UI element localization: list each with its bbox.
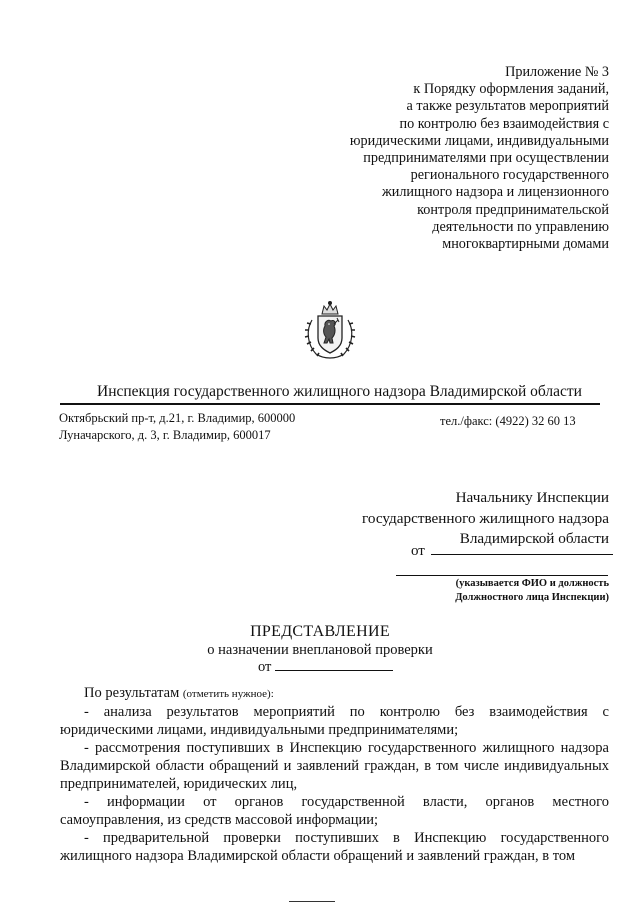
appendix-line: к Порядку оформления заданий, xyxy=(413,81,609,98)
basis-item-rest: юридическими лицами, индивидуальными предпринимателями; xyxy=(60,722,459,738)
appendix-caption xyxy=(279,64,609,253)
date-field xyxy=(258,658,393,676)
basis-item-rest: жилищного надзора Владимирской области обращений и заявлений граждан, в том xyxy=(60,848,576,864)
hint-line: Должностного лица Инспекции) xyxy=(455,592,609,603)
appendix-line: предпринимателями при осуществлении xyxy=(363,150,609,167)
intro-text: По результатам xyxy=(84,685,180,701)
appendix-line: жилищного надзора и лицензионного xyxy=(381,184,609,201)
recipient-line: Начальнику Инспекции xyxy=(455,489,609,506)
basis-item xyxy=(60,703,609,739)
intro-line xyxy=(60,684,609,703)
basis-item-rest: самоуправления, из средств массовой информации; xyxy=(60,812,379,828)
basis-item-first-line: - рассмотрения поступивших в Инспекцию государственного жилищного надзора xyxy=(84,740,609,756)
intro-note: (отметить нужное): xyxy=(182,688,274,700)
appendix-line: регионального государственного xyxy=(410,167,609,184)
from-hint xyxy=(409,577,609,605)
appendix-line: юридическими лицами, индивидуальными xyxy=(349,132,609,149)
hint-line: (указывается ФИО и должность xyxy=(455,578,609,589)
address-line: Октябрьский пр-т, д.21, г. Владимир, 600000 xyxy=(59,411,296,425)
appendix-line: многоквартирными домами xyxy=(442,236,609,253)
page-footer-mark xyxy=(289,901,335,902)
basis-item xyxy=(60,793,609,829)
basis-item-rest: Владимирской области обращений и заявлений граждан, в том числе индивидуальных предпринимателей, юридических лиц, xyxy=(60,758,609,792)
appendix-line: а также результатов мероприятий xyxy=(406,98,609,115)
basis-item xyxy=(60,829,609,865)
document-body xyxy=(60,684,609,865)
document-subtitle: о назначении внеплановой проверки xyxy=(207,642,433,658)
recipient-line: Владимирской области xyxy=(459,530,609,547)
appendix-line: деятельности по управлению xyxy=(432,218,609,235)
basis-item xyxy=(60,739,609,793)
organization-name: Инспекция государственного жилищного надзора Владимирской области xyxy=(97,383,582,400)
from-field xyxy=(411,540,613,560)
document-title: ПРЕДСТАВЛЕНИЕ xyxy=(250,623,390,640)
vladimir-coat-of-arms-icon xyxy=(300,300,360,362)
appendix-line: Приложение № 3 xyxy=(505,64,609,80)
date-label: от xyxy=(258,659,272,675)
from-blank-line xyxy=(431,540,613,555)
basis-item-first-line: - предварительной проверки поступивших в Инспекцию государственного xyxy=(84,830,609,846)
date-blank-line xyxy=(275,658,393,671)
basis-item-first-line: - анализа результатов мероприятий по контролю без взаимодействия с xyxy=(84,704,609,720)
address-line: Луначарского, д. 3, г. Владимир, 600017 xyxy=(59,428,271,442)
recipient-line: государственного жилищного надзора xyxy=(362,509,609,527)
from-blank-line-2 xyxy=(396,575,608,576)
phone-fax: тел./факс: (4922) 32 60 13 xyxy=(440,414,576,428)
header-divider xyxy=(60,403,600,405)
appendix-line: контроля предпринимательской xyxy=(417,201,609,218)
from-label: от xyxy=(411,543,425,559)
appendix-line: по контролю без взаимодействия с xyxy=(399,115,609,132)
basis-item-first-line: - информации от органов государственной власти, органов местного xyxy=(84,794,609,810)
